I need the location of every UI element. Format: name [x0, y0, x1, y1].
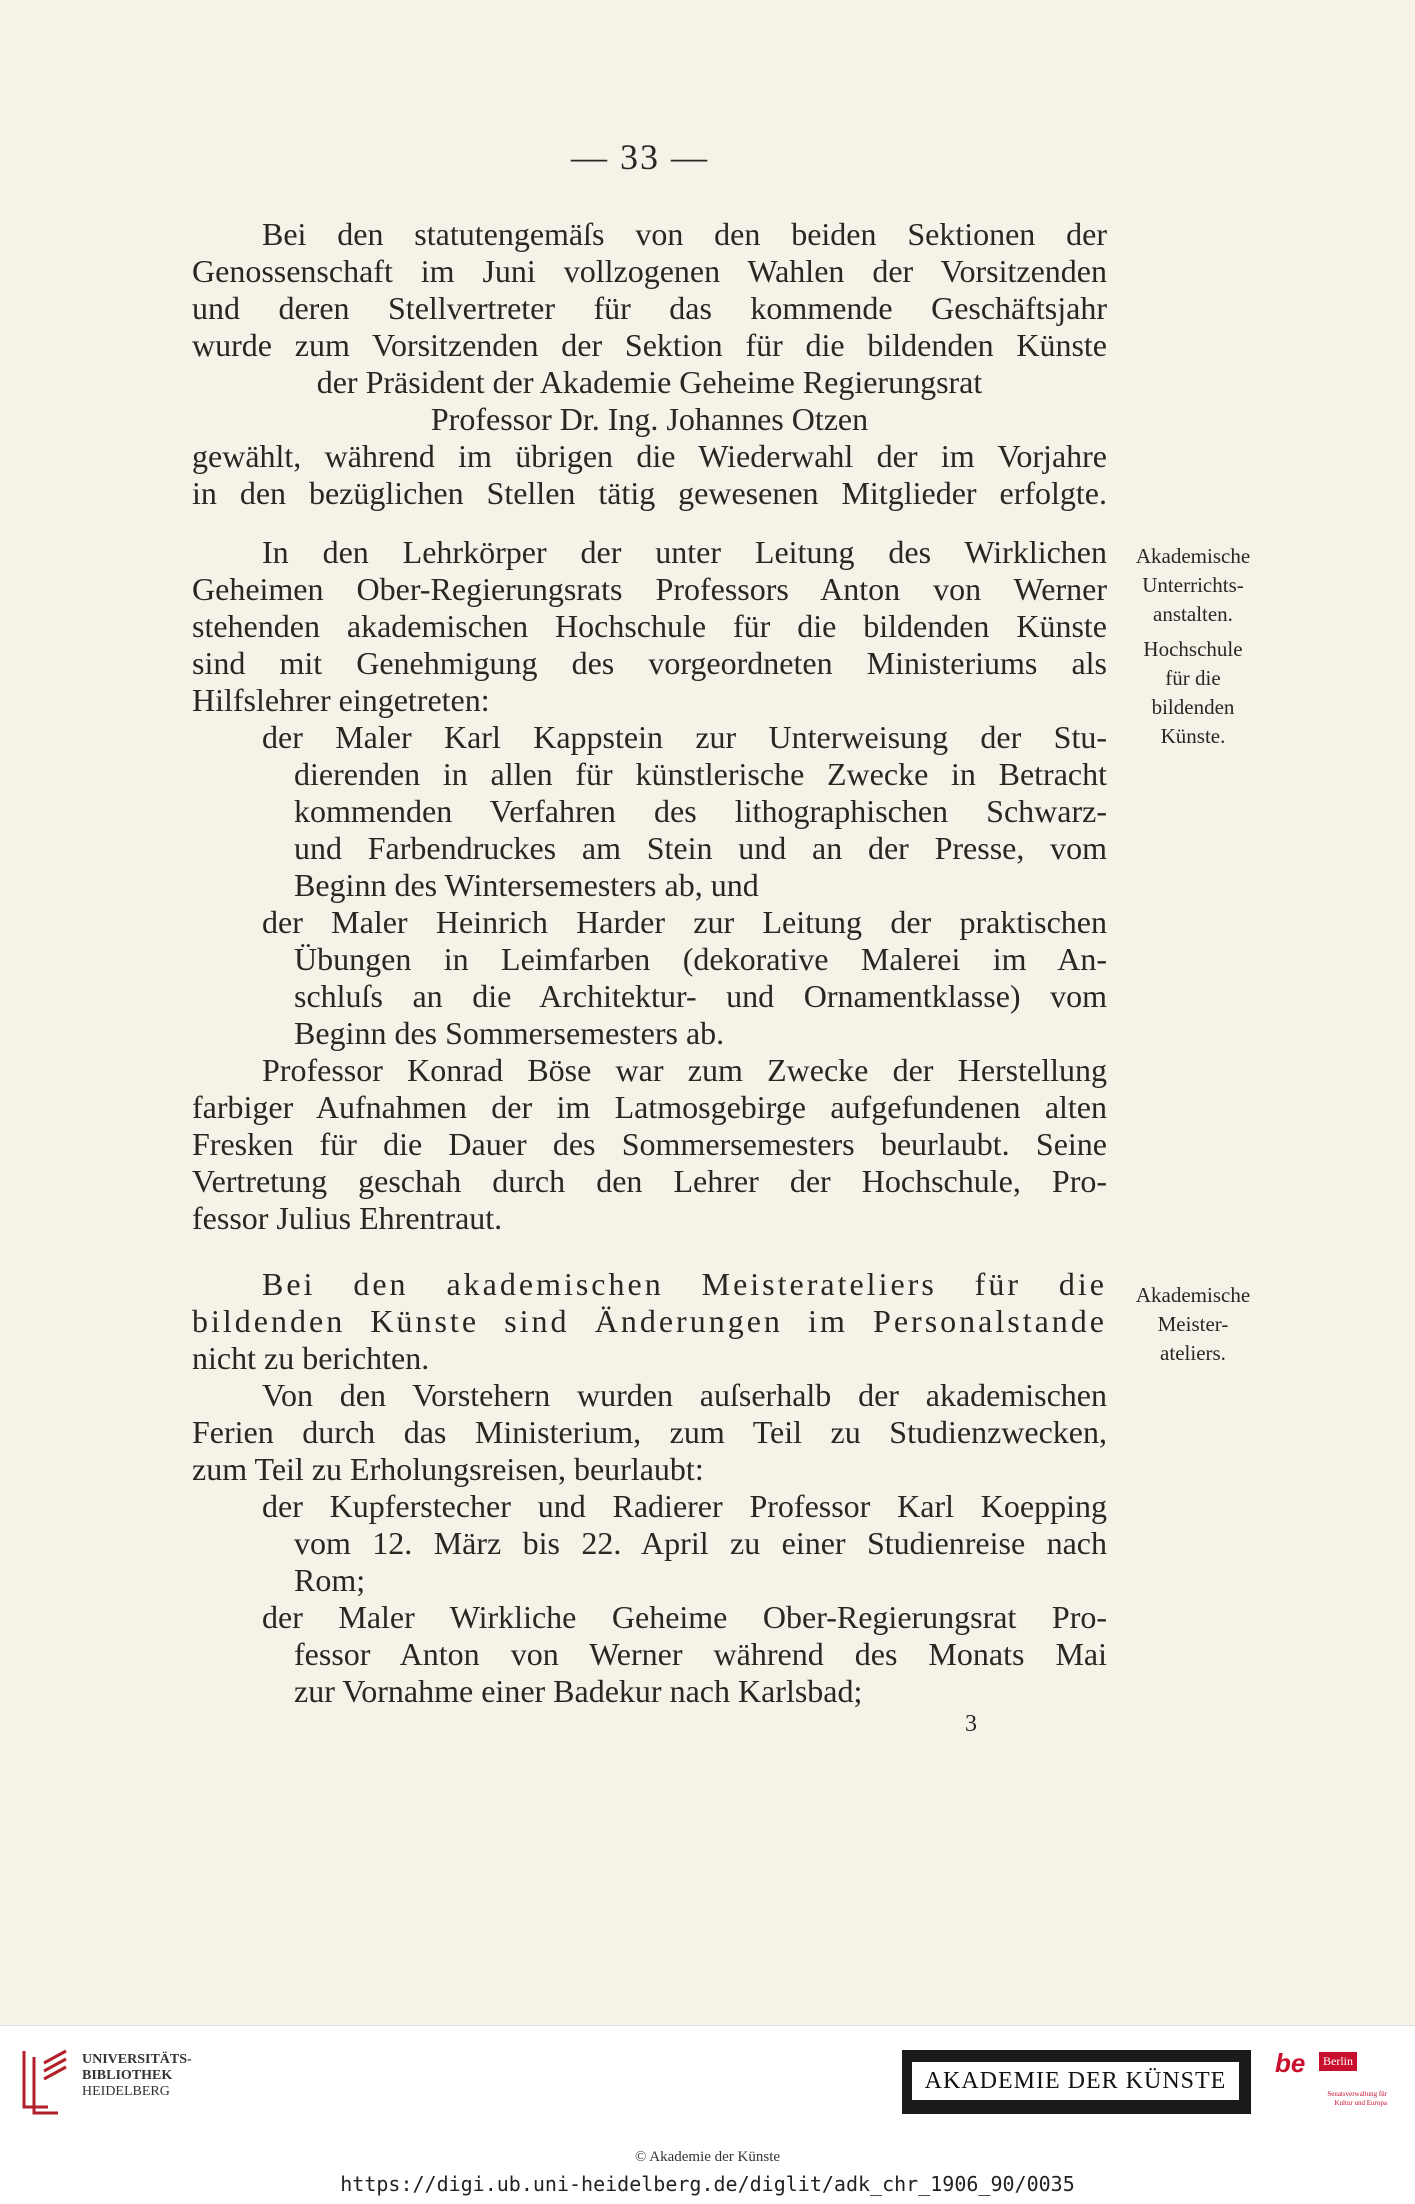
text-line: gewählt, während im übrigen die Wiederwahl der im Vorjahre	[192, 438, 1107, 474]
berlin-logo-box: Berlin	[1319, 2052, 1357, 2071]
library-line: BIBLIOTHEK	[82, 2068, 173, 2083]
text-line: der Maler Wirkliche Geheime Ober-Regierungsrat Pro-	[262, 1599, 1107, 1635]
paragraph-master-studios	[192, 1266, 1107, 1710]
text-line: Genossenschaft im Juni vollzogenen Wahlen der Vorsitzenden	[192, 253, 1107, 289]
text-line: der Präsident der Akademie Geheime Regierungsrat	[316, 364, 983, 400]
margin-line: Meister-	[1157, 1312, 1229, 1336]
text-line: wurde zum Vorsitzenden der Sektion für die bildenden Künste	[192, 327, 1107, 363]
permalink-url[interactable]: https://digi.ub.uni-heidelberg.de/diglit/adk_chr_1906_90/0035	[340, 2172, 1075, 2196]
text-line: dierenden in allen für künstlerische Zwecke in Betracht	[294, 756, 1107, 792]
margin-line: bildenden	[1151, 695, 1235, 719]
page-number: — 33 —	[571, 137, 709, 177]
text-line: Übungen in Leimfarben (dekorative Malerei im An-	[294, 941, 1107, 977]
text-line: und deren Stellvertreter für das kommende Geschäftsjahr	[192, 290, 1107, 326]
text-line: Professor Dr. Ing. Johannes Otzen	[430, 401, 869, 437]
text-line: zum Teil zu Erholungsreisen, beurlaubt:	[192, 1451, 704, 1487]
paragraph-teaching-staff	[192, 534, 1107, 1237]
academy-banner[interactable]	[902, 2050, 1251, 2114]
margin-note-master-studios	[1118, 1281, 1268, 1368]
text-line: Beginn des Wintersemesters ab, und	[294, 867, 759, 903]
text-line: der Maler Karl Kappstein zur Unterweisung der Stu-	[262, 719, 1107, 755]
text-line: Ferien durch das Ministerium, zum Teil zu Studienzwecken,	[192, 1414, 1107, 1450]
library-line: UNIVERSITÄTS-	[82, 2052, 192, 2067]
text-line: vom 12. März bis 22. April zu einer Studienreise nach	[294, 1525, 1107, 1561]
text-line: der Maler Heinrich Harder zur Leitung der praktischen	[262, 904, 1107, 940]
berlin-logo[interactable]	[1275, 2048, 1390, 2118]
text-line: Bei den akademischen Meisterateliers für die	[262, 1266, 1107, 1302]
library-line: HEIDELBERG	[82, 2084, 170, 2099]
margin-line: Künste.	[1160, 724, 1226, 748]
text-line: bildenden Künste sind Änderungen im Personalstande	[192, 1303, 1107, 1339]
university-library-logo-icon[interactable]	[14, 2047, 72, 2117]
margin-line: Akademische	[1135, 1283, 1251, 1307]
text-line: fessor Julius Ehrentraut.	[192, 1200, 503, 1236]
copyright-notice: © Akademie der Künste	[634, 2149, 781, 2165]
signature-mark: 3	[965, 1711, 977, 1737]
paragraph-election	[192, 216, 1107, 512]
academy-banner-text: AKADEMIE DER KÜNSTE	[912, 2062, 1239, 2100]
university-library-name[interactable]	[82, 2052, 192, 2100]
berlin-logo-subtitle: Senatsverwaltung für Kultur und Europa	[1327, 2090, 1387, 2107]
berlin-logo-mark: be	[1275, 2048, 1306, 2078]
text-line: Beginn des Sommersemesters ab.	[294, 1015, 725, 1051]
margin-line: anstalten.	[1153, 602, 1233, 626]
text-line: fessor Anton von Werner während des Monats Mai	[294, 1636, 1107, 1672]
text-line: sind mit Genehmigung des vorgeordneten Ministeriums als	[192, 645, 1107, 681]
text-line: Fresken für die Dauer des Sommersemesters beurlaubt. Seine	[192, 1126, 1107, 1162]
text-line: kommenden Verfahren des lithographischen Schwarz-	[294, 793, 1107, 829]
margin-line: Akademische	[1135, 544, 1251, 568]
text-line: schluſs an die Architektur- und Ornamentklasse) vom	[294, 978, 1107, 1014]
text-line: Vertretung geschah durch den Lehrer der Hochschule, Pro-	[192, 1163, 1107, 1199]
text-line: Von den Vorstehern wurden auſserhalb der akademischen	[262, 1377, 1107, 1413]
text-line: nicht zu berichten.	[192, 1340, 430, 1376]
margin-note-academic-institutions	[1118, 542, 1268, 751]
text-line: Professor Konrad Böse war zum Zwecke der Herstellung	[262, 1052, 1107, 1088]
text-line: Bei den statutengemäſs von den beiden Sektionen der	[262, 216, 1107, 252]
text-line: Geheimen Ober-Regierungsrats Professors Anton von Werner	[192, 571, 1107, 607]
text-line: zur Vornahme einer Badekur nach Karlsbad;	[294, 1673, 863, 1709]
margin-line: Hochschule	[1143, 637, 1243, 661]
margin-line: für die	[1165, 666, 1221, 690]
text-line: der Kupferstecher und Radierer Professor Karl Koepping	[262, 1488, 1107, 1524]
text-line: in den bezüglichen Stellen tätig gewesenen Mitglieder erfolgte.	[192, 475, 1107, 511]
text-line: In den Lehrkörper der unter Leitung des Wirklichen	[262, 534, 1107, 570]
text-line: stehenden akademischen Hochschule für die bildenden Künste	[192, 608, 1107, 644]
margin-line: ateliers.	[1160, 1341, 1226, 1365]
margin-line: Unterrichts-	[1142, 573, 1244, 597]
text-line: farbiger Aufnahmen der im Latmosgebirge aufgefundenen alten	[192, 1089, 1107, 1125]
text-line: Hilfslehrer eingetreten:	[192, 682, 490, 718]
text-line: und Farbendruckes am Stein und an der Presse, vom	[294, 830, 1107, 866]
text-line: Rom;	[294, 1562, 366, 1598]
